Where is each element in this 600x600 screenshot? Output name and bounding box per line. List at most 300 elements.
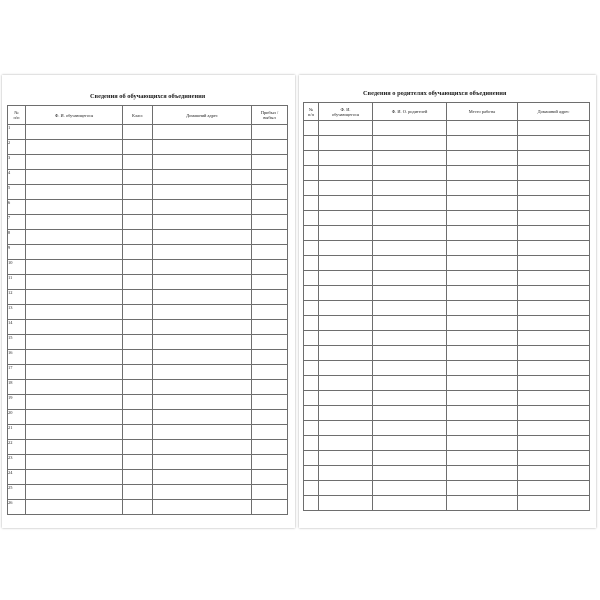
student-name-cell (319, 181, 373, 196)
header-class: Класс (123, 106, 153, 125)
home-address-cell (518, 181, 590, 196)
table-row (8, 455, 288, 470)
row-number-cell (304, 436, 319, 451)
student-name-cell (319, 226, 373, 241)
row-number-cell (304, 466, 319, 481)
header-home-address: Домашний адрес (518, 103, 590, 121)
student-name-cell (319, 136, 373, 151)
parents-name-cell (373, 406, 447, 421)
table-row (304, 181, 590, 196)
row-number: 14 (8, 320, 26, 335)
row-number: 9 (8, 245, 26, 260)
parents-name-cell (373, 331, 447, 346)
header-student-line2: обучающегося (331, 111, 360, 117)
parents-name-cell (373, 241, 447, 256)
table-row (304, 196, 590, 211)
row-number: 19 (8, 395, 26, 410)
workplace-cell (447, 331, 518, 346)
row-number-cell (304, 151, 319, 166)
workplace-cell (447, 271, 518, 286)
table-row (8, 485, 288, 500)
student-name-cell (26, 290, 123, 305)
table-row (304, 166, 590, 181)
row-number: 17 (8, 365, 26, 380)
home-address-cell (153, 125, 252, 140)
home-address-cell (153, 470, 252, 485)
row-number: 25 (8, 485, 26, 500)
student-name-cell (26, 485, 123, 500)
student-name-cell (26, 500, 123, 515)
table-row (8, 215, 288, 230)
row-number: 24 (8, 470, 26, 485)
student-name-cell (26, 185, 123, 200)
student-name-cell (26, 410, 123, 425)
student-name-cell (319, 211, 373, 226)
student-name-cell (319, 316, 373, 331)
student-name-cell (26, 380, 123, 395)
home-address-cell (518, 481, 590, 496)
class-cell (123, 365, 153, 380)
class-cell (123, 215, 153, 230)
student-name-cell (319, 451, 373, 466)
table-row (8, 470, 288, 485)
workplace-cell (447, 286, 518, 301)
table-row (8, 500, 288, 515)
student-name-cell (319, 376, 373, 391)
home-address-cell (153, 170, 252, 185)
parents-name-cell (373, 166, 447, 181)
header-arrived-left (252, 106, 288, 125)
home-address-cell (518, 241, 590, 256)
arrived-left-cell (252, 125, 288, 140)
header-number (304, 103, 319, 121)
workplace-cell (447, 256, 518, 271)
table-row (304, 211, 590, 226)
student-name-cell (319, 481, 373, 496)
table-row (8, 380, 288, 395)
row-number: 18 (8, 380, 26, 395)
home-address-cell (153, 350, 252, 365)
left-page-title: Сведения об обучающихся объединения (90, 93, 206, 100)
parents-name-cell (373, 136, 447, 151)
parents-name-cell (373, 211, 447, 226)
workplace-cell (447, 346, 518, 361)
class-cell (123, 335, 153, 350)
student-name-cell (26, 470, 123, 485)
student-name-cell (26, 425, 123, 440)
class-cell (123, 230, 153, 245)
home-address-cell (518, 151, 590, 166)
arrived-left-cell (252, 170, 288, 185)
student-name-cell (319, 286, 373, 301)
arrived-left-cell (252, 275, 288, 290)
workplace-cell (447, 181, 518, 196)
student-name-cell (319, 256, 373, 271)
table-row (304, 151, 590, 166)
parents-name-cell (373, 316, 447, 331)
parents-name-cell (373, 451, 447, 466)
right-page-title: Сведения о родителях обучающихся объединения (363, 90, 507, 97)
table-row (8, 320, 288, 335)
arrived-left-cell (252, 305, 288, 320)
row-number-cell (304, 451, 319, 466)
home-address-cell (153, 305, 252, 320)
table-row (304, 421, 590, 436)
home-address-cell (153, 155, 252, 170)
student-name-cell (319, 466, 373, 481)
home-address-cell (518, 421, 590, 436)
student-name-cell (26, 230, 123, 245)
student-name-cell (319, 406, 373, 421)
table-row (304, 316, 590, 331)
home-address-cell (153, 395, 252, 410)
class-cell (123, 425, 153, 440)
table-row (304, 331, 590, 346)
home-address-cell (518, 451, 590, 466)
table-row (8, 155, 288, 170)
table-row (8, 290, 288, 305)
student-name-cell (26, 170, 123, 185)
table-row (304, 346, 590, 361)
row-number: 20 (8, 410, 26, 425)
header-number-line2: п/п (308, 111, 314, 117)
arrived-left-cell (252, 185, 288, 200)
row-number: 11 (8, 275, 26, 290)
header-home-address: Домашний адрес (153, 106, 252, 125)
workplace-cell (447, 166, 518, 181)
class-cell (123, 200, 153, 215)
parents-name-cell (373, 466, 447, 481)
row-number-cell (304, 316, 319, 331)
home-address-cell (153, 500, 252, 515)
student-name-cell (26, 335, 123, 350)
right-page (299, 75, 596, 528)
class-cell (123, 305, 153, 320)
parents-name-cell (373, 121, 447, 136)
left-page (2, 75, 295, 528)
arrived-left-cell (252, 470, 288, 485)
row-number: 8 (8, 230, 26, 245)
workplace-cell (447, 151, 518, 166)
header-parents-name: Ф. И. О. родителей (373, 103, 447, 121)
home-address-cell (518, 166, 590, 181)
header-arrived-line2: выбыл (263, 115, 276, 120)
row-number-cell (304, 361, 319, 376)
workplace-cell (447, 451, 518, 466)
header-number-line1: № (308, 106, 314, 112)
parents-name-cell (373, 391, 447, 406)
class-cell (123, 170, 153, 185)
home-address-cell (153, 410, 252, 425)
home-address-cell (153, 185, 252, 200)
parents-name-cell (373, 286, 447, 301)
arrived-left-cell (252, 290, 288, 305)
arrived-left-cell (252, 215, 288, 230)
header-number-line2: п/п (13, 115, 20, 120)
row-number-cell (304, 256, 319, 271)
row-number: 3 (8, 155, 26, 170)
home-address-cell (518, 466, 590, 481)
student-name-cell (319, 166, 373, 181)
arrived-left-cell (252, 350, 288, 365)
table-row (304, 301, 590, 316)
header-workplace: Место работы (447, 103, 518, 121)
student-name-cell (319, 121, 373, 136)
arrived-left-cell (252, 485, 288, 500)
table-row (304, 436, 590, 451)
workplace-cell (447, 481, 518, 496)
home-address-cell (518, 496, 590, 511)
table-row (304, 451, 590, 466)
arrived-left-cell (252, 365, 288, 380)
class-cell (123, 470, 153, 485)
home-address-cell (153, 200, 252, 215)
home-address-cell (518, 361, 590, 376)
students-table (7, 105, 288, 515)
class-cell (123, 290, 153, 305)
table-row (304, 136, 590, 151)
table-row (8, 440, 288, 455)
row-number-cell (304, 271, 319, 286)
table-row (8, 350, 288, 365)
table-row (304, 496, 590, 511)
arrived-left-cell (252, 425, 288, 440)
row-number-cell (304, 196, 319, 211)
student-name-cell (319, 271, 373, 286)
arrived-left-cell (252, 335, 288, 350)
home-address-cell (153, 230, 252, 245)
student-name-cell (26, 125, 123, 140)
arrived-left-cell (252, 245, 288, 260)
table-row (304, 391, 590, 406)
parents-name-cell (373, 256, 447, 271)
workplace-cell (447, 421, 518, 436)
table-row (304, 271, 590, 286)
home-address-cell (518, 121, 590, 136)
workplace-cell (447, 316, 518, 331)
row-number: 22 (8, 440, 26, 455)
workplace-cell (447, 241, 518, 256)
row-number: 6 (8, 200, 26, 215)
header-number-line1: № (14, 110, 19, 115)
home-address-cell (153, 365, 252, 380)
class-cell (123, 380, 153, 395)
row-number-cell (304, 211, 319, 226)
row-number-cell (304, 406, 319, 421)
home-address-cell (153, 140, 252, 155)
row-number-cell (304, 376, 319, 391)
home-address-cell (518, 286, 590, 301)
table-row (8, 335, 288, 350)
table-row (304, 361, 590, 376)
student-name-cell (319, 436, 373, 451)
table-row (304, 376, 590, 391)
class-cell (123, 455, 153, 470)
table-row (8, 200, 288, 215)
home-address-cell (153, 290, 252, 305)
class-cell (123, 440, 153, 455)
class-cell (123, 485, 153, 500)
student-name-cell (26, 200, 123, 215)
student-name-cell (319, 151, 373, 166)
row-number: 12 (8, 290, 26, 305)
row-number-cell (304, 301, 319, 316)
parents-name-cell (373, 271, 447, 286)
class-cell (123, 350, 153, 365)
table-row (304, 481, 590, 496)
row-number: 10 (8, 260, 26, 275)
student-name-cell (26, 155, 123, 170)
student-name-cell (26, 215, 123, 230)
row-number-cell (304, 421, 319, 436)
class-cell (123, 410, 153, 425)
table-row (8, 395, 288, 410)
workplace-cell (447, 496, 518, 511)
row-number-cell (304, 166, 319, 181)
student-name-cell (26, 305, 123, 320)
row-number-cell (304, 241, 319, 256)
home-address-cell (518, 406, 590, 421)
class-cell (123, 125, 153, 140)
student-name-cell (319, 241, 373, 256)
class-cell (123, 275, 153, 290)
arrived-left-cell (252, 320, 288, 335)
home-address-cell (153, 335, 252, 350)
student-name-cell (26, 320, 123, 335)
home-address-cell (518, 331, 590, 346)
header-number (8, 106, 26, 125)
arrived-left-cell (252, 230, 288, 245)
row-number-cell (304, 496, 319, 511)
class-cell (123, 395, 153, 410)
table-row (8, 305, 288, 320)
row-number: 1 (8, 125, 26, 140)
class-cell (123, 245, 153, 260)
header-arrived-line1: Прибыл / (260, 110, 279, 115)
student-name-cell (26, 395, 123, 410)
workplace-cell (447, 121, 518, 136)
home-address-cell (518, 226, 590, 241)
table-row (8, 425, 288, 440)
home-address-cell (518, 256, 590, 271)
home-address-cell (153, 215, 252, 230)
table-row (304, 241, 590, 256)
arrived-left-cell (252, 260, 288, 275)
student-name-cell (319, 331, 373, 346)
table-row (8, 260, 288, 275)
home-address-cell (518, 136, 590, 151)
parents-name-cell (373, 496, 447, 511)
workplace-cell (447, 361, 518, 376)
student-name-cell (319, 196, 373, 211)
home-address-cell (153, 320, 252, 335)
arrived-left-cell (252, 410, 288, 425)
header-student-name (319, 103, 373, 121)
home-address-cell (518, 271, 590, 286)
row-number-cell (304, 346, 319, 361)
row-number: 23 (8, 455, 26, 470)
class-cell (123, 320, 153, 335)
home-address-cell (518, 211, 590, 226)
class-cell (123, 185, 153, 200)
arrived-left-cell (252, 395, 288, 410)
table-row (304, 286, 590, 301)
workplace-cell (447, 136, 518, 151)
class-cell (123, 155, 153, 170)
parents-name-cell (373, 181, 447, 196)
class-cell (123, 140, 153, 155)
table-row (8, 245, 288, 260)
workplace-cell (447, 466, 518, 481)
parents-name-cell (373, 301, 447, 316)
row-number: 13 (8, 305, 26, 320)
class-cell (123, 260, 153, 275)
home-address-cell (518, 301, 590, 316)
workplace-cell (447, 301, 518, 316)
workplace-cell (447, 211, 518, 226)
student-name-cell (319, 391, 373, 406)
row-number-cell (304, 181, 319, 196)
workplace-cell (447, 196, 518, 211)
home-address-cell (518, 346, 590, 361)
home-address-cell (518, 196, 590, 211)
home-address-cell (153, 275, 252, 290)
home-address-cell (153, 485, 252, 500)
workplace-cell (447, 436, 518, 451)
parents-name-cell (373, 376, 447, 391)
header-student-name: Ф. И. обучающегося (26, 106, 123, 125)
row-number-cell (304, 331, 319, 346)
parents-name-cell (373, 481, 447, 496)
home-address-cell (518, 376, 590, 391)
table-row (304, 256, 590, 271)
workplace-cell (447, 391, 518, 406)
workplace-cell (447, 226, 518, 241)
row-number: 7 (8, 215, 26, 230)
row-number: 26 (8, 500, 26, 515)
parents-name-cell (373, 151, 447, 166)
parents-name-cell (373, 436, 447, 451)
parents-table (303, 102, 590, 511)
arrived-left-cell (252, 140, 288, 155)
row-number-cell (304, 481, 319, 496)
student-name-cell (26, 440, 123, 455)
table-row (304, 406, 590, 421)
parents-name-cell (373, 226, 447, 241)
student-name-cell (319, 301, 373, 316)
row-number-cell (304, 136, 319, 151)
student-name-cell (26, 275, 123, 290)
student-name-cell (26, 350, 123, 365)
parents-name-cell (373, 421, 447, 436)
row-number: 5 (8, 185, 26, 200)
table-row (8, 410, 288, 425)
table-row (8, 275, 288, 290)
arrived-left-cell (252, 155, 288, 170)
home-address-cell (518, 391, 590, 406)
row-number: 15 (8, 335, 26, 350)
table-row (8, 140, 288, 155)
row-number-cell (304, 121, 319, 136)
student-name-cell (26, 140, 123, 155)
table-row (304, 121, 590, 136)
student-name-cell (319, 421, 373, 436)
workplace-cell (447, 406, 518, 421)
student-name-cell (319, 346, 373, 361)
home-address-cell (153, 260, 252, 275)
student-name-cell (319, 496, 373, 511)
header-student-line1: Ф. И. (340, 106, 351, 112)
